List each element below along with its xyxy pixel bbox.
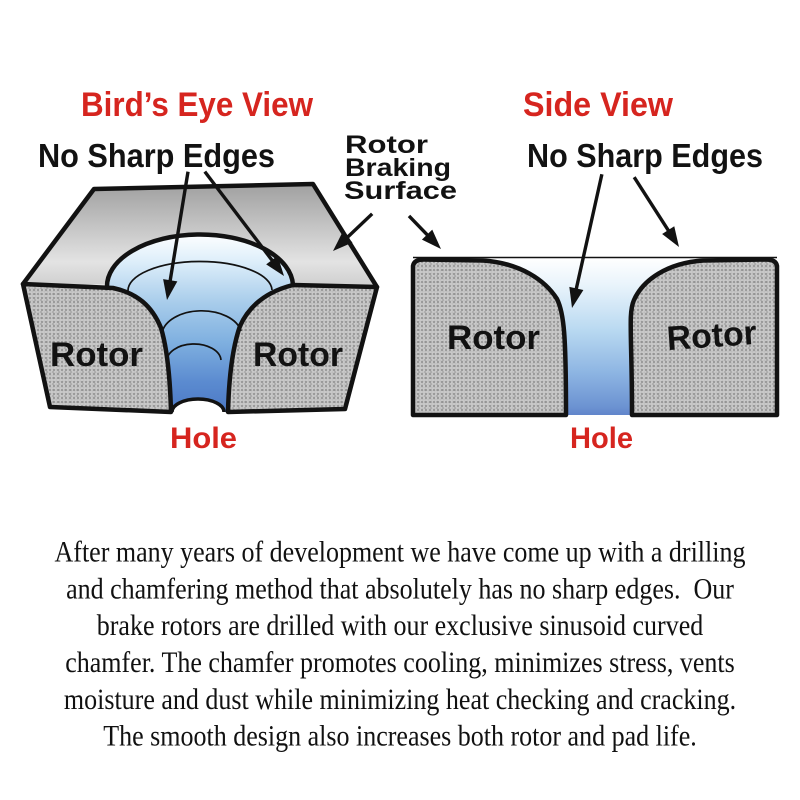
birdseye-drill-hole-notch [172,399,224,412]
sideview-rotor-label-right: Rotor [665,313,759,359]
braking-surface-label-line3: Surface [344,177,458,205]
birdseye-chamfer-contour-1 [128,262,272,291]
description-paragraph [0,534,800,755]
description-line: and chamfering method that absolutely has no sharp edges. Our [66,571,734,606]
birdseye-title: Bird’s Eye View [81,86,314,124]
no-sharp-edges-label-left: No Sharp Edges [38,137,275,174]
braking-surface-label-line2: Braking [345,154,451,182]
no-sharp-edges-arrow-right-1 [565,173,609,310]
sideview-rotor-label-left: Rotor [447,319,540,357]
braking-surface-label-line1: Rotor [345,131,429,159]
description-line: The smooth design also increases both rotor and pad life. [103,719,697,753]
description-line: moisture and dust while minimizing heat checking and cracking. [63,682,737,716]
no-sharp-edges-arrow-right-2 [628,173,685,251]
description-line: After many years of development we have come up with a drilling [54,535,746,569]
sideview-title: Side View [523,86,674,124]
description-line: chamfer. The chamfer promotes cooling, minimizes stress, vents [65,645,735,679]
birdseye-hole-label: Hole [170,422,237,455]
description-line: brake rotors are drilled with our exclusive sinusoid curved [96,608,704,643]
birdseye-rotor-label-left: Rotor [50,336,143,374]
birdseye-chamfer-contour-3 [167,344,221,362]
sideview-hole-label: Hole [570,422,633,455]
birdseye-chamfer-contour-2 [162,311,241,333]
braking-surface-arrow-right [404,211,446,254]
no-sharp-edges-label-right: No Sharp Edges [527,137,763,174]
birdseye-rotor-label-right: Rotor [253,336,343,374]
